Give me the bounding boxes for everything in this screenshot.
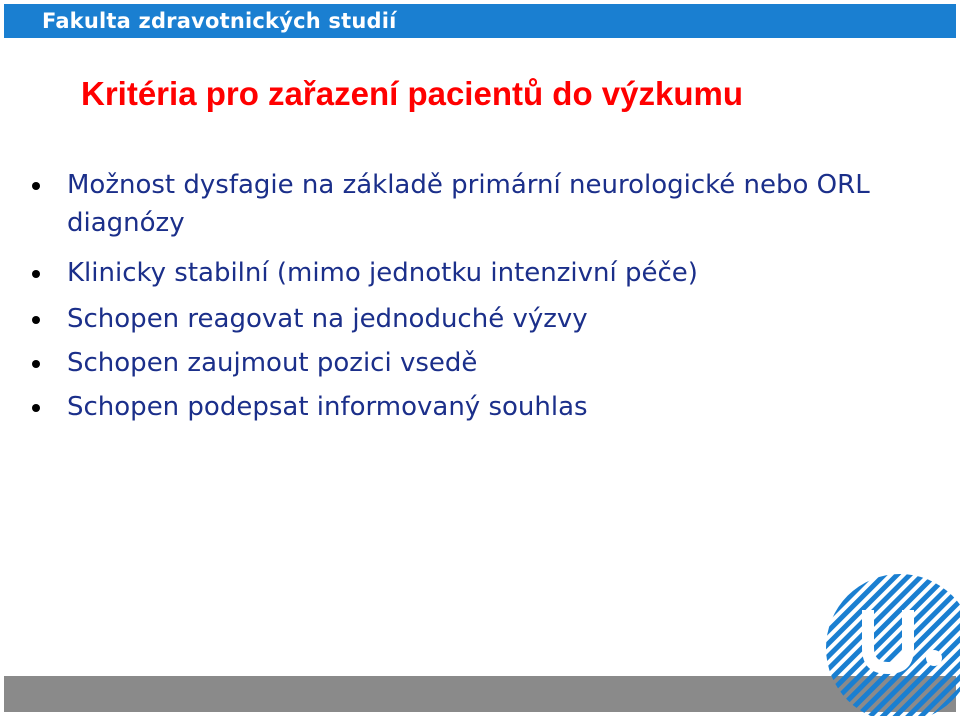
bullet-item xyxy=(30,166,910,242)
bullet-dot-icon xyxy=(32,270,40,278)
bullet-item xyxy=(30,388,910,426)
bullet-text: Klinicky stabilní (mimo jednotku intenzivní péče) xyxy=(67,258,698,288)
bullet-text: Schopen reagovat na jednoduché výzvy xyxy=(67,304,588,334)
bullet-dot-icon xyxy=(32,360,40,368)
bullet-text: Schopen zaujmout pozici vsedě xyxy=(67,348,478,378)
bullet-text: Možnost dysfagie na základě primární neurologické nebo ORL diagnózy xyxy=(67,170,870,238)
university-logo-icon xyxy=(822,570,960,716)
footer-bar xyxy=(4,676,956,712)
bullet-dot-icon xyxy=(32,404,40,412)
faculty-name: Fakulta zdravotnických studií xyxy=(42,9,397,33)
bullet-text: Schopen podepsat informovaný souhlas xyxy=(67,392,588,422)
bullet-dot-icon xyxy=(32,182,40,190)
bullet-item xyxy=(30,300,910,338)
slide-title: Kritéria pro zařazení pacientů do výzkumu xyxy=(81,75,743,112)
bullet-dot-icon xyxy=(32,316,40,324)
bullet-item xyxy=(30,344,910,382)
bullet-item xyxy=(30,254,910,292)
bullet-list xyxy=(30,166,910,432)
header-bar xyxy=(4,4,956,38)
